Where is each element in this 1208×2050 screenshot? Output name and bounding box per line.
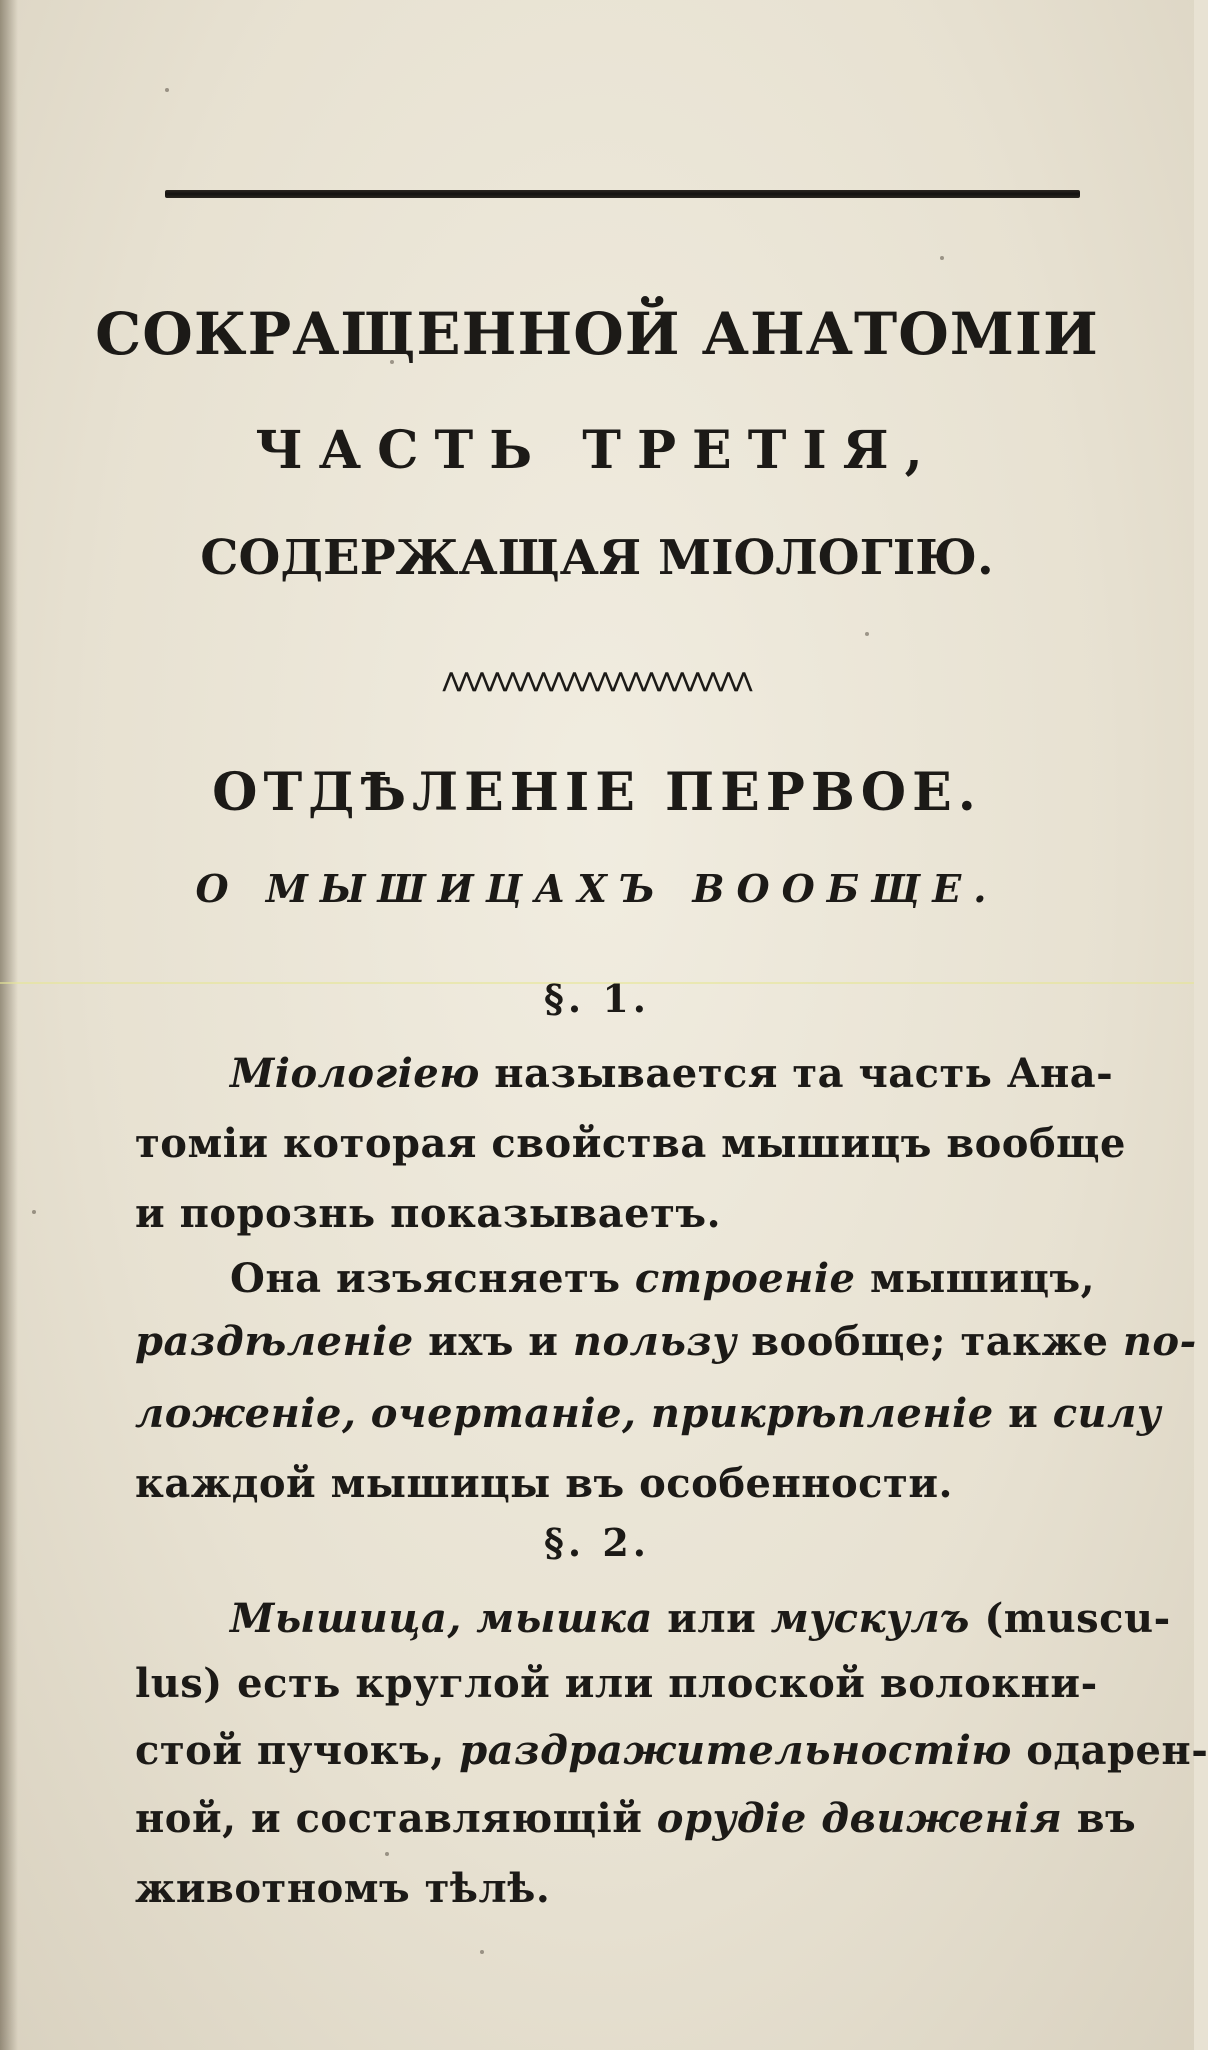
text-run: Міологіею [230, 1050, 480, 1097]
text-line [230, 1050, 1135, 1097]
text-line [135, 1120, 1135, 1167]
paper-speck [32, 1210, 36, 1214]
text-run: ной, и составляющій [135, 1795, 657, 1842]
text-run: раздѣленіе [135, 1318, 414, 1365]
paper-speck [390, 360, 394, 364]
text-line [135, 1318, 1197, 1365]
text-line [135, 1865, 1135, 1912]
text-line [135, 1660, 1135, 1707]
text-line [135, 1795, 1135, 1842]
text-run: и [993, 1390, 1053, 1437]
text-run: стой пучокъ, [135, 1727, 460, 1774]
part-subtitle: СОДЕРЖАЩАЯ МІОЛОГІЮ. [200, 530, 994, 586]
text-run: или [652, 1595, 771, 1642]
paper-speck [865, 632, 869, 636]
text-run: въ [1062, 1795, 1137, 1842]
header-rule [165, 190, 1080, 198]
text-run: строеніе [634, 1255, 856, 1302]
text-line [135, 1190, 1135, 1237]
text-run: (muscu- [969, 1595, 1171, 1642]
text-line [135, 1727, 1208, 1774]
text-run: томіи которая свойства мышицъ вообще [135, 1120, 1126, 1167]
paper-speck [940, 256, 944, 260]
text-run: называется та часть Ана- [479, 1050, 1114, 1097]
part-heading: ЧАСТЬ ТРЕТІЯ, [255, 420, 939, 481]
text-line [135, 1390, 1162, 1437]
text-run: одарен- [1011, 1727, 1208, 1774]
text-run: вообще; также [736, 1318, 1123, 1365]
paragraph-mark-1: §. 1. [543, 976, 650, 1021]
section-title: ОТДѢЛЕНІЕ ПЕРВОЕ. [212, 762, 982, 823]
paper-speck [480, 1950, 484, 1954]
paper-speck [165, 88, 169, 92]
paper-speck [385, 1852, 389, 1856]
ornament-divider: ⋀⋀⋀⋀⋀⋀⋀⋀⋀⋀⋀⋀⋀⋀⋀⋀⋀⋀⋀⋀ [442, 668, 752, 692]
text-run: мышицъ, [855, 1255, 1096, 1302]
text-run: мускулъ [770, 1595, 970, 1642]
text-run: орудіе движенія [656, 1795, 1063, 1842]
text-run: ихъ и [413, 1318, 573, 1365]
paragraph-mark-2: §. 2. [543, 1520, 650, 1565]
paper-speck [1025, 1270, 1029, 1274]
text-line [230, 1595, 1171, 1642]
text-run: и порознь показываетъ. [135, 1190, 722, 1237]
text-run: ложеніе, очертаніе, прикрѣпленіе [135, 1390, 994, 1437]
text-run: пользу [572, 1318, 737, 1365]
text-run: силу [1052, 1390, 1162, 1437]
text-run: lus) есть круглой или плоской волокни- [135, 1660, 1098, 1707]
text-run: по- [1122, 1318, 1197, 1365]
section-subtitle: О МЫШИЦАХЪ ВООБЩЕ. [195, 866, 999, 911]
text-line [230, 1255, 1135, 1302]
text-run: Мышица, мышка [230, 1595, 653, 1642]
text-run: Она изъясняетъ [230, 1255, 635, 1302]
book-title: СОКРАЩЕННОЙ АНАТОМІИ [95, 300, 1099, 368]
text-run: раздражительностію [459, 1727, 1012, 1774]
text-run: каждой мышицы въ особенности. [135, 1460, 953, 1507]
text-line [135, 1460, 1135, 1507]
text-run: животномъ тѣлѣ. [135, 1865, 551, 1912]
